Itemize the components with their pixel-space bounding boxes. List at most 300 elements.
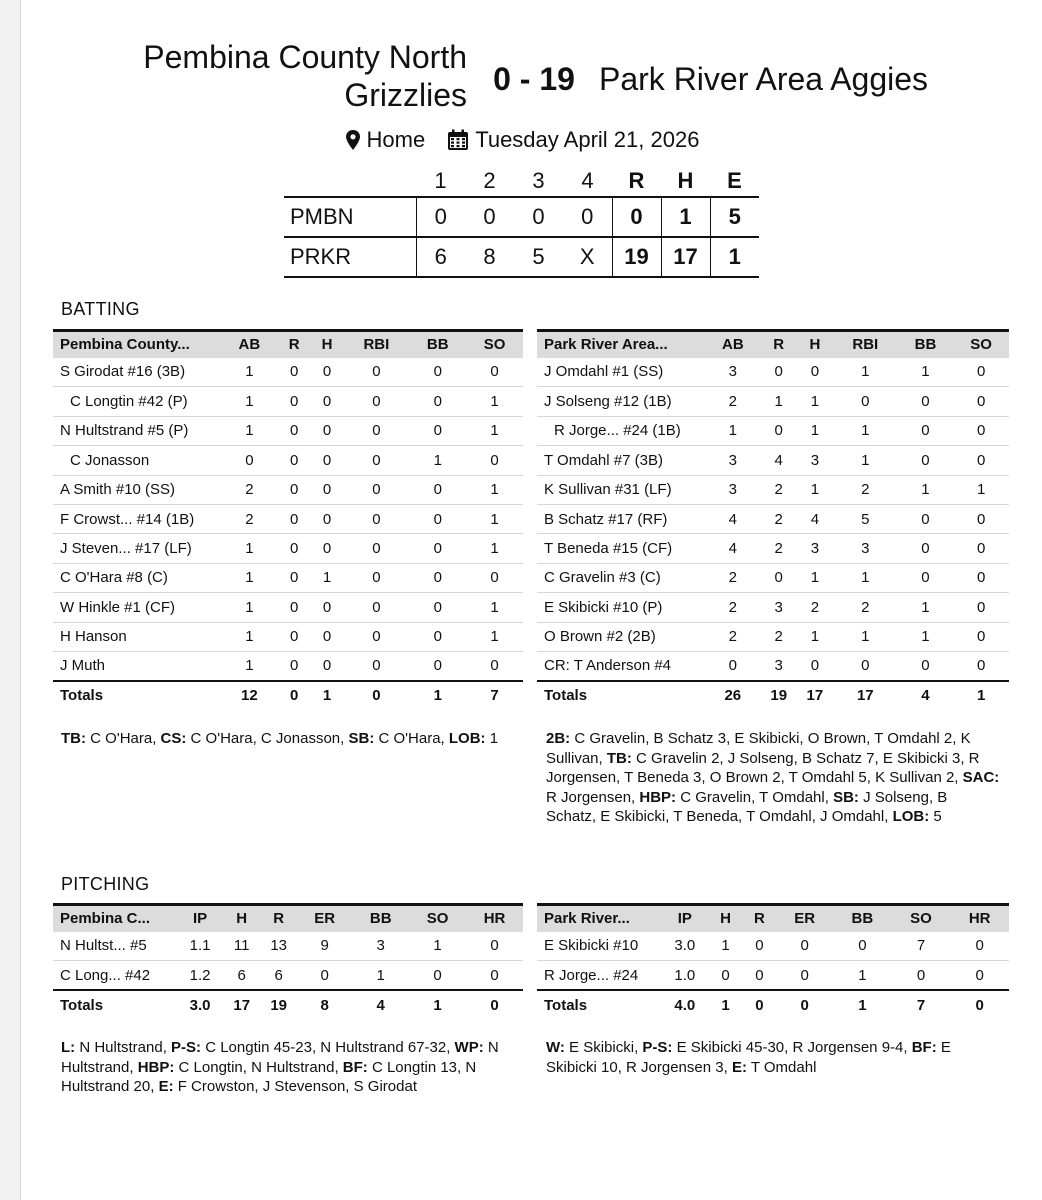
totals-label: Totals bbox=[53, 990, 177, 1019]
note-label: TB: bbox=[61, 730, 86, 747]
stat-cell: 0 bbox=[343, 563, 409, 592]
pitching-row bbox=[53, 961, 523, 990]
stat-cell: 0 bbox=[953, 534, 1009, 563]
note-label: HBP: bbox=[639, 788, 677, 806]
linescore-row-home bbox=[284, 197, 759, 237]
linescore-corner bbox=[284, 168, 416, 197]
total-cell: 7 bbox=[892, 990, 951, 1019]
stat-cell: 0 bbox=[278, 475, 311, 504]
stat-cell: 1 bbox=[709, 932, 743, 961]
stat-cell: 1 bbox=[409, 932, 466, 961]
away-team-name: Park River Area Aggies bbox=[599, 61, 929, 97]
stat-cell: 0 bbox=[466, 358, 523, 387]
total-cell: 17 bbox=[833, 681, 898, 710]
stat-cell: 1 bbox=[221, 358, 278, 387]
note-label: L: bbox=[61, 1039, 76, 1056]
stat-cell: 1.2 bbox=[177, 961, 223, 990]
batting-row bbox=[53, 416, 523, 445]
stat-cell: 1 bbox=[898, 622, 954, 651]
stat-cell: 0 bbox=[953, 563, 1009, 592]
pitching-row bbox=[537, 932, 1009, 961]
stat-cell: 1 bbox=[761, 387, 797, 416]
stat-cell: 1 bbox=[221, 593, 278, 622]
note-label: LOB: bbox=[448, 730, 486, 747]
pitching-header-row bbox=[53, 905, 523, 932]
totals-row bbox=[537, 990, 1009, 1019]
stat-cell: 2 bbox=[797, 593, 833, 622]
stat-cell: 0 bbox=[343, 622, 409, 651]
stat-cell: 2 bbox=[705, 593, 761, 622]
stat-cell: 0 bbox=[705, 651, 761, 680]
player-name: J Solseng #12 (1B) bbox=[537, 387, 705, 416]
player-name: J Omdahl #1 (SS) bbox=[537, 358, 705, 387]
stat-cell: 0 bbox=[278, 416, 311, 445]
stat-cell: 1 bbox=[797, 416, 833, 445]
batting-column-header: SO bbox=[970, 336, 992, 354]
batting-notes-away bbox=[546, 729, 1001, 827]
hits-total: 17 bbox=[661, 237, 710, 277]
stat-cell: 1 bbox=[466, 475, 523, 504]
inning-score: 5 bbox=[532, 244, 545, 269]
totals-row bbox=[537, 681, 1009, 710]
total-cell: 19 bbox=[260, 990, 297, 1019]
note-text: C Longtin 45-23, N Hultstrand 67-32, bbox=[201, 1039, 455, 1056]
stat-cell: 0 bbox=[409, 416, 466, 445]
batting-column-header: BB bbox=[426, 336, 449, 354]
stat-cell: 1 bbox=[466, 593, 523, 622]
pitching-notes-away bbox=[546, 1038, 1001, 1077]
home-team-line1: Pembina County North bbox=[143, 39, 467, 75]
stat-cell: 0 bbox=[833, 387, 898, 416]
calendar-icon bbox=[447, 129, 469, 151]
stat-cell: 0 bbox=[953, 358, 1009, 387]
stat-cell: 0 bbox=[466, 446, 523, 475]
total-cell: 1 bbox=[409, 990, 466, 1019]
stat-cell: 0 bbox=[898, 534, 954, 563]
total-cell: 0 bbox=[950, 990, 1009, 1019]
stat-cell: 0 bbox=[343, 416, 409, 445]
inning-score: X bbox=[579, 244, 595, 269]
batting-notes-home bbox=[61, 729, 517, 749]
batting-row bbox=[53, 563, 523, 592]
stat-cell: 3.0 bbox=[661, 932, 709, 961]
stat-cell: 0 bbox=[898, 651, 954, 680]
player-name: K Sullivan #31 (LF) bbox=[537, 475, 705, 504]
note-text: C O'Hara, bbox=[374, 730, 449, 747]
total-cell: 1 bbox=[953, 681, 1009, 710]
stat-cell: 0 bbox=[761, 416, 797, 445]
note-text: C Gravelin, T Omdahl, bbox=[676, 788, 834, 806]
pitching-section-title: PITCHING bbox=[61, 874, 150, 894]
batting-column-header: RBI bbox=[852, 336, 879, 354]
stat-cell: 1 bbox=[797, 622, 833, 651]
total-cell: 4.0 bbox=[661, 990, 709, 1019]
batting-row bbox=[537, 416, 1009, 445]
stat-cell: 3 bbox=[797, 446, 833, 475]
batting-table-away bbox=[537, 329, 1009, 710]
stat-cell: 0 bbox=[278, 504, 311, 533]
stat-cell: 0 bbox=[311, 651, 344, 680]
player-name: CR: T Anderson #4 bbox=[537, 651, 705, 680]
inning-score: 8 bbox=[483, 244, 496, 269]
stat-cell: 3 bbox=[352, 932, 409, 961]
stat-cell: 3 bbox=[705, 358, 761, 387]
stat-cell: 7 bbox=[892, 932, 951, 961]
total-cell: 12 bbox=[221, 681, 278, 710]
stat-cell: 1 bbox=[221, 416, 278, 445]
total-cell: 0 bbox=[776, 990, 833, 1019]
note-label: HBP: bbox=[137, 1058, 175, 1076]
team-column-header: Park River Area... bbox=[544, 336, 668, 354]
stat-cell: 0 bbox=[278, 593, 311, 622]
stat-cell: 0 bbox=[278, 387, 311, 416]
stat-cell: 2 bbox=[705, 563, 761, 592]
batting-row bbox=[53, 504, 523, 533]
stat-cell: 2 bbox=[761, 534, 797, 563]
stat-cell: 0 bbox=[742, 961, 776, 990]
total-cell: 8 bbox=[297, 990, 352, 1019]
batting-section-title: BATTING bbox=[61, 299, 140, 319]
stat-cell: 1 bbox=[898, 358, 954, 387]
player-name: E Skibicki #10 bbox=[537, 932, 661, 961]
stat-cell: 0 bbox=[343, 446, 409, 475]
note-label: CS: bbox=[160, 730, 187, 747]
inning-score: 0 bbox=[434, 204, 447, 229]
stat-cell: 0 bbox=[466, 961, 523, 990]
note-text: J Solseng, B Schatz, E Skibicki, T Beneda, T Omdahl, J Omdahl, bbox=[546, 788, 948, 826]
totals-label: Totals bbox=[537, 990, 661, 1019]
stat-cell: 0 bbox=[953, 651, 1009, 680]
pitching-column-header: IP bbox=[193, 910, 208, 928]
linescore-team: PMBN bbox=[284, 197, 416, 237]
stat-cell: 0 bbox=[950, 932, 1009, 961]
stat-cell: 6 bbox=[260, 961, 297, 990]
player-name: H Hanson bbox=[53, 622, 221, 651]
stat-cell: 0 bbox=[343, 475, 409, 504]
stat-cell: 1 bbox=[466, 622, 523, 651]
stat-cell: 0 bbox=[278, 563, 311, 592]
stat-cell: 0 bbox=[466, 932, 523, 961]
stat-cell: 1 bbox=[221, 387, 278, 416]
stat-cell: 0 bbox=[278, 446, 311, 475]
player-name: R Jorge... #24 bbox=[537, 961, 661, 990]
player-name: N Hultst... #5 bbox=[53, 932, 177, 961]
stat-cell: 0 bbox=[953, 446, 1009, 475]
note-text: R Jorgensen, bbox=[546, 788, 640, 806]
stat-cell: 1 bbox=[221, 534, 278, 563]
stat-cell: 1 bbox=[466, 534, 523, 563]
stat-cell: 0 bbox=[409, 534, 466, 563]
batting-row bbox=[537, 387, 1009, 416]
pitching-row bbox=[537, 961, 1009, 990]
stat-cell: 1 bbox=[466, 387, 523, 416]
stat-cell: 4 bbox=[797, 504, 833, 533]
total-cell: 0 bbox=[343, 681, 409, 710]
stat-cell: 4 bbox=[705, 504, 761, 533]
stat-cell: 0 bbox=[833, 651, 898, 680]
stat-cell: 3 bbox=[705, 475, 761, 504]
pitching-column-header: SO bbox=[426, 910, 449, 928]
stat-cell: 0 bbox=[761, 563, 797, 592]
player-name: S Girodat #16 (3B) bbox=[53, 358, 221, 387]
stat-cell: 4 bbox=[761, 446, 797, 475]
pitching-column-header: HR bbox=[483, 910, 506, 928]
note-label: 2B: bbox=[546, 730, 571, 747]
stat-cell: 1 bbox=[833, 961, 892, 990]
batting-column-header: SO bbox=[483, 336, 506, 354]
note-text: N Hultstrand, bbox=[75, 1039, 172, 1056]
stat-cell: 0 bbox=[409, 387, 466, 416]
stat-cell: 0 bbox=[898, 416, 954, 445]
stat-cell: 0 bbox=[311, 475, 344, 504]
hits-total: 1 bbox=[661, 197, 710, 237]
stat-cell: 1 bbox=[409, 446, 466, 475]
total-cell: 19 bbox=[761, 681, 797, 710]
player-name: A Smith #10 (SS) bbox=[53, 475, 221, 504]
pitching-column-header: R bbox=[754, 910, 765, 928]
pitching-column-header: H bbox=[236, 910, 248, 928]
stat-cell: 1 bbox=[833, 358, 898, 387]
stat-cell: 0 bbox=[221, 446, 278, 475]
errors-header: E bbox=[727, 168, 742, 193]
stat-cell: 0 bbox=[953, 387, 1009, 416]
pitching-header-row bbox=[537, 905, 1009, 932]
note-text: E Skibicki 45-30, R Jorgensen 9-4, bbox=[672, 1039, 912, 1056]
note-text: C Gravelin, B Schatz 3, E Skibicki, O Brown, T Omdahl 2, K Sullivan, bbox=[546, 730, 971, 767]
stat-cell: 1 bbox=[833, 563, 898, 592]
player-name: C Long... #42 bbox=[53, 961, 177, 990]
note-text: 1 bbox=[485, 730, 499, 747]
total-cell: 0 bbox=[742, 990, 776, 1019]
stat-cell: 1 bbox=[953, 475, 1009, 504]
inning-score: 0 bbox=[532, 204, 545, 229]
note-label: SAC: bbox=[962, 769, 1000, 787]
note-text: C O'Hara, bbox=[86, 730, 161, 747]
inning-header: 1 bbox=[434, 168, 447, 193]
note-text: C Longtin 13, N Hultstrand 20, bbox=[61, 1058, 477, 1096]
runs-total: 19 bbox=[612, 237, 661, 277]
stat-cell: 0 bbox=[343, 358, 409, 387]
stat-cell: 0 bbox=[409, 593, 466, 622]
note-text: F Crowston, J Stevenson, S Girodat bbox=[173, 1078, 417, 1096]
note-label: LOB: bbox=[892, 808, 930, 826]
pitching-column-header: BB bbox=[851, 910, 874, 928]
batting-column-header: AB bbox=[238, 336, 261, 354]
stat-cell: 1 bbox=[797, 387, 833, 416]
stat-cell: 2 bbox=[221, 475, 278, 504]
stat-cell: 0 bbox=[953, 416, 1009, 445]
stat-cell: 0 bbox=[953, 593, 1009, 622]
final-score: 0 - 19 bbox=[493, 61, 575, 97]
player-name: O Brown #2 (2B) bbox=[537, 622, 705, 651]
batting-row bbox=[53, 446, 523, 475]
stat-cell: 0 bbox=[278, 534, 311, 563]
stat-cell: 0 bbox=[311, 387, 344, 416]
linescore-team: PRKR bbox=[284, 237, 416, 277]
total-cell: 4 bbox=[898, 681, 954, 710]
date-group bbox=[447, 127, 699, 153]
batting-column-header: R bbox=[288, 336, 300, 354]
note-text: T Omdahl bbox=[746, 1058, 817, 1076]
pitching-column-header: ER bbox=[794, 910, 816, 928]
stat-cell: 0 bbox=[409, 475, 466, 504]
stat-cell: 0 bbox=[343, 593, 409, 622]
stat-cell: 1 bbox=[221, 622, 278, 651]
stat-cell: 0 bbox=[409, 622, 466, 651]
stat-cell: 13 bbox=[260, 932, 297, 961]
stat-cell: 1 bbox=[221, 651, 278, 680]
totals-row bbox=[53, 681, 523, 710]
total-cell: 17 bbox=[797, 681, 833, 710]
stat-cell: 0 bbox=[898, 563, 954, 592]
stat-cell: 2 bbox=[761, 475, 797, 504]
linescore-header-row bbox=[284, 168, 759, 197]
note-text: E Skibicki 10, R Jorgensen 3, bbox=[546, 1039, 951, 1076]
player-name: N Hultstrand #5 (P) bbox=[53, 416, 221, 445]
batting-row bbox=[537, 475, 1009, 504]
stat-cell: 0 bbox=[343, 387, 409, 416]
note-text: 5 bbox=[929, 808, 942, 826]
stat-cell: 2 bbox=[221, 504, 278, 533]
stat-cell: 0 bbox=[898, 387, 954, 416]
stat-cell: 3 bbox=[761, 651, 797, 680]
total-cell: 1 bbox=[833, 990, 892, 1019]
home-team-name bbox=[61, 38, 467, 114]
stat-cell: 0 bbox=[742, 932, 776, 961]
team-column-header: Pembina C... bbox=[60, 910, 151, 928]
total-cell: 0 bbox=[278, 681, 311, 710]
linescore-table bbox=[284, 168, 759, 278]
batting-header-row bbox=[537, 331, 1009, 358]
stat-cell: 1 bbox=[797, 475, 833, 504]
stat-cell: 0 bbox=[776, 961, 833, 990]
stat-cell: 0 bbox=[409, 504, 466, 533]
stat-cell: 0 bbox=[797, 651, 833, 680]
note-label: W: bbox=[546, 1039, 565, 1056]
stat-cell: 0 bbox=[343, 534, 409, 563]
hits-header: H bbox=[677, 168, 694, 193]
stat-cell: 3 bbox=[761, 593, 797, 622]
pitching-column-header: H bbox=[720, 910, 731, 928]
stat-cell: 0 bbox=[953, 504, 1009, 533]
player-name: B Schatz #17 (RF) bbox=[537, 504, 705, 533]
stat-cell: 2 bbox=[705, 387, 761, 416]
batting-header-row bbox=[53, 331, 523, 358]
errors-total: 1 bbox=[710, 237, 759, 277]
batting-row bbox=[537, 534, 1009, 563]
note-label: TB: bbox=[606, 749, 632, 767]
batting-column-header: AB bbox=[721, 336, 744, 354]
player-name: C Longtin #42 (P) bbox=[53, 387, 221, 416]
note-label: P-S: bbox=[171, 1039, 202, 1056]
note-label: E: bbox=[158, 1078, 174, 1096]
stat-cell: 0 bbox=[343, 504, 409, 533]
pitching-column-header: HR bbox=[968, 910, 991, 928]
player-name: E Skibicki #10 (P) bbox=[537, 593, 705, 622]
stat-cell: 0 bbox=[833, 932, 892, 961]
stat-cell: 0 bbox=[898, 504, 954, 533]
stat-cell: 2 bbox=[761, 504, 797, 533]
stat-cell: 0 bbox=[278, 358, 311, 387]
stat-cell: 0 bbox=[343, 651, 409, 680]
stat-cell: 2 bbox=[833, 475, 898, 504]
errors-total: 5 bbox=[710, 197, 759, 237]
note-label: SB: bbox=[833, 788, 859, 806]
pitching-column-header: ER bbox=[314, 910, 336, 928]
note-label: E: bbox=[731, 1058, 747, 1076]
total-cell: 26 bbox=[705, 681, 761, 710]
stat-cell: 1 bbox=[466, 504, 523, 533]
stat-cell: 1 bbox=[311, 563, 344, 592]
batting-row bbox=[53, 593, 523, 622]
stat-cell: 0 bbox=[898, 446, 954, 475]
stat-cell: 1 bbox=[898, 593, 954, 622]
player-name: C O'Hara #8 (C) bbox=[53, 563, 221, 592]
inning-score: 0 bbox=[483, 204, 496, 229]
batting-row bbox=[53, 622, 523, 651]
inning-header: 4 bbox=[581, 168, 594, 193]
stat-cell: 0 bbox=[776, 932, 833, 961]
stat-cell: 0 bbox=[311, 358, 344, 387]
inning-score: 6 bbox=[434, 244, 447, 269]
team-column-header: Pembina County... bbox=[60, 336, 190, 354]
stat-cell: 6 bbox=[223, 961, 260, 990]
player-name: T Omdahl #7 (3B) bbox=[537, 446, 705, 475]
stat-cell: 0 bbox=[709, 961, 743, 990]
stat-cell: 0 bbox=[950, 961, 1009, 990]
totals-row bbox=[53, 990, 523, 1019]
batting-row bbox=[537, 563, 1009, 592]
pitching-table-away bbox=[537, 903, 1009, 1020]
stat-cell: 1.1 bbox=[177, 932, 223, 961]
stat-cell: 0 bbox=[311, 622, 344, 651]
game-meta bbox=[21, 127, 1023, 153]
inning-score: 0 bbox=[581, 204, 594, 229]
stat-cell: 3 bbox=[833, 534, 898, 563]
stat-cell: 0 bbox=[466, 651, 523, 680]
stat-cell: 4 bbox=[705, 534, 761, 563]
stat-cell: 0 bbox=[297, 961, 352, 990]
stat-cell: 2 bbox=[833, 593, 898, 622]
player-name: J Steven... #17 (LF) bbox=[53, 534, 221, 563]
pitching-column-header: IP bbox=[677, 910, 692, 928]
player-name: R Jorge... #24 (1B) bbox=[537, 416, 705, 445]
stat-cell: 0 bbox=[311, 416, 344, 445]
player-name: F Crowst... #14 (1B) bbox=[53, 504, 221, 533]
total-cell: 1 bbox=[311, 681, 344, 710]
batting-row bbox=[53, 387, 523, 416]
player-name: W Hinkle #1 (CF) bbox=[53, 593, 221, 622]
note-text: E Skibicki, bbox=[564, 1039, 643, 1056]
stat-cell: 1 bbox=[352, 961, 409, 990]
stat-cell: 0 bbox=[409, 961, 466, 990]
stat-cell: 0 bbox=[311, 534, 344, 563]
player-name: J Muth bbox=[53, 651, 221, 680]
totals-label: Totals bbox=[53, 681, 221, 710]
batting-row bbox=[537, 446, 1009, 475]
date-text: Tuesday April 21, 2026 bbox=[475, 127, 700, 152]
stat-cell: 1 bbox=[833, 446, 898, 475]
pitching-table-home bbox=[53, 903, 523, 1020]
player-name: C Jonasson bbox=[53, 446, 221, 475]
batting-column-header: BB bbox=[914, 336, 937, 354]
stat-cell: 0 bbox=[409, 358, 466, 387]
location-text: Home bbox=[366, 127, 426, 152]
pitching-column-header: BB bbox=[369, 910, 392, 928]
stat-cell: 1 bbox=[898, 475, 954, 504]
stat-cell: 0 bbox=[761, 358, 797, 387]
batting-row bbox=[53, 475, 523, 504]
